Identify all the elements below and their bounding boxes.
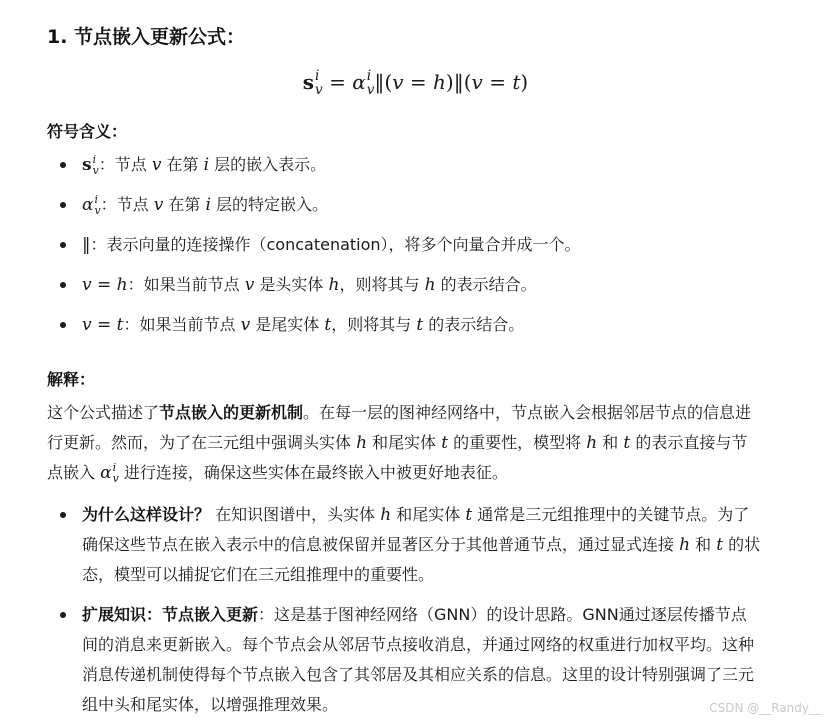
item-text: 是头实体	[254, 275, 329, 294]
formula-paren: )	[445, 70, 454, 94]
bullet-line	[82, 600, 827, 630]
text: 组中头和尾实体，以增强推理效果。	[82, 695, 339, 714]
formula-equals: =	[329, 70, 346, 94]
text: 在知识图谱中，头实体	[210, 505, 381, 524]
bullet-line	[82, 660, 827, 690]
formula-eq: =	[403, 70, 434, 94]
text: 的重要性，模型将	[448, 433, 587, 452]
math-eq: =	[91, 315, 117, 335]
formula-alpha: α	[352, 70, 366, 94]
list-item	[47, 310, 581, 350]
formula-eq: =	[482, 70, 513, 94]
math-var: v	[153, 195, 164, 215]
symbol-s: s	[82, 155, 92, 175]
text: 消息传递机制使得每个节点嵌入包含了其邻居及其相应关系的信息。这里的设计特别强调了三元	[82, 665, 755, 684]
sup: i	[112, 460, 117, 474]
text: 间的消息来更新嵌入。每个节点会从邻居节点接收消息，并通过网络的权重进行加权平均。这种	[82, 635, 755, 654]
text: 的表示直接与节	[630, 433, 748, 452]
text: 点嵌入	[47, 463, 101, 482]
bullet-dot	[60, 202, 66, 208]
math-var: h	[328, 275, 340, 295]
item-text: ，则将其与	[339, 275, 425, 294]
bullet-line	[82, 630, 827, 660]
item-text: 层的嵌入表示。	[209, 155, 327, 174]
formula-paren: (	[463, 70, 472, 94]
math-var: t	[465, 505, 473, 525]
item-text: 是尾实体	[250, 315, 325, 334]
text: 和	[690, 535, 717, 554]
formula-val-h: h	[433, 70, 446, 94]
math-eq: =	[91, 275, 117, 295]
math-alpha: α	[100, 463, 112, 483]
symbol-alpha: α	[82, 195, 94, 215]
math-var: h	[679, 535, 691, 555]
item-text: ：节点	[98, 155, 152, 174]
math-var: v	[82, 275, 92, 295]
bullet-line	[82, 530, 827, 560]
item-text: 的表示结合。	[435, 275, 537, 294]
bold-text: 节点嵌入的更新机制	[159, 403, 304, 422]
formula-paren: (	[384, 70, 393, 94]
paragraph-line	[47, 398, 827, 428]
math-var: h	[424, 275, 436, 295]
bold-text: 扩展知识：节点嵌入更新	[82, 605, 259, 624]
text: 进行连接，确保这些实体在最终嵌入中被更好地表征。	[118, 463, 508, 482]
text: 确保这些节点在嵌入表示中的信息被保留并显著区分于其他普通节点，通过显式连接	[82, 535, 680, 554]
math-var: t	[324, 315, 332, 335]
math-var: t	[716, 535, 724, 555]
text: 的状	[723, 535, 761, 554]
sup: i	[94, 192, 98, 206]
formula-concat-2: ‖	[453, 70, 464, 94]
text: 。在每一层的图神经网络中，节点嵌入会根据邻居节点的信息进	[303, 403, 752, 422]
math-var: h	[356, 433, 368, 453]
item-text: ，则将其与	[331, 315, 417, 334]
list-item	[47, 150, 581, 190]
item-text: 的表示结合。	[423, 315, 525, 334]
formula-var: v	[392, 70, 404, 94]
formula-var: v	[471, 70, 483, 94]
formula-alpha-sub: v	[366, 81, 375, 98]
bullet-list	[47, 500, 827, 720]
bullet-line	[82, 560, 827, 590]
sub: v	[112, 471, 119, 485]
math-var: t	[116, 315, 124, 335]
formula-s-symbol: s	[302, 70, 315, 94]
sub: v	[94, 203, 101, 217]
math-var: v	[244, 275, 255, 295]
formula-sup: i	[315, 68, 320, 85]
item-text: ：如果当前节点	[123, 315, 241, 334]
symbol-concat: ‖	[82, 235, 91, 255]
section-heading: 1. 节点嵌入更新公式：	[47, 26, 246, 48]
math-var: t	[416, 315, 424, 335]
formula-display	[0, 70, 831, 97]
item-text: ：节点	[100, 195, 154, 214]
text: 和尾实体	[391, 505, 466, 524]
bullet-dot	[60, 162, 66, 168]
item-text: 层的特定嵌入。	[210, 195, 329, 214]
symbols-list	[47, 150, 581, 350]
paragraph-line	[47, 428, 827, 458]
math-var: h	[380, 505, 392, 525]
math-var: i	[203, 155, 210, 175]
symbols-label: 符号含义：	[47, 122, 128, 141]
item-text: 在第	[163, 195, 206, 214]
bullet-line	[82, 500, 827, 530]
bullet-dot	[60, 512, 66, 518]
math-var: v	[240, 315, 251, 335]
watermark: CSDN @__Randy__	[709, 701, 821, 715]
formula-sub: v	[315, 81, 323, 98]
bullet-dot	[60, 242, 66, 248]
bullet-dot	[60, 612, 66, 618]
math-var: t	[623, 433, 631, 453]
text: 和尾实体	[367, 433, 442, 452]
text: 行更新。然而，为了在三元组中强调头实体	[47, 433, 357, 452]
explain-label: 解释：	[47, 370, 96, 389]
text: ：这是基于图神经网络（GNN）的设计思路。GNN通过逐层传播节点	[258, 605, 747, 624]
list-item	[47, 270, 581, 310]
list-item	[47, 230, 581, 270]
item-text: 在第	[161, 155, 204, 174]
item-text: ：如果当前节点	[127, 275, 245, 294]
math-var: v	[82, 315, 92, 335]
formula-val-t: t	[512, 70, 521, 94]
math-var: h	[586, 433, 598, 453]
math-var: h	[116, 275, 128, 295]
text: 这个公式描述了	[47, 403, 160, 422]
explanation-paragraph	[47, 398, 827, 488]
math-var: i	[205, 195, 211, 215]
item-text: ：表示向量的连接操作（concatenation），将多个向量合并成一个。	[90, 235, 581, 254]
text: 态，模型可以捕捉它们在三元组推理中的重要性。	[82, 565, 435, 584]
formula-concat-1: ‖	[374, 70, 385, 94]
paragraph-line	[47, 458, 827, 488]
sub: v	[92, 163, 99, 177]
list-item	[47, 500, 827, 590]
list-item	[47, 190, 581, 230]
sup: i	[92, 152, 97, 166]
math-var: v	[151, 155, 162, 175]
bullet-dot	[60, 282, 66, 288]
text: 通常是三元组推理中的关键节点。为了	[472, 505, 750, 524]
math-var: t	[441, 433, 449, 453]
formula-alpha-sup: i	[366, 68, 372, 85]
text: 和	[597, 433, 624, 452]
formula-paren: )	[520, 70, 529, 94]
bullet-dot	[60, 322, 66, 328]
bold-text: 为什么这样设计？	[82, 505, 211, 524]
